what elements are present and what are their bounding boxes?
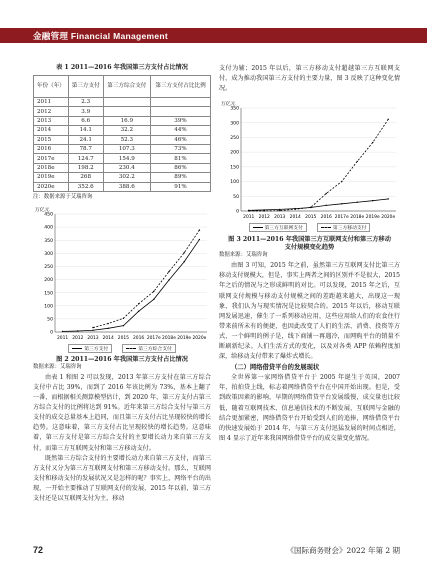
data-point — [184, 261, 185, 262]
x-tick-label: 2012 — [258, 215, 270, 221]
figure2-svg — [33, 204, 211, 344]
table-row — [34, 107, 211, 116]
y-tick-label: 250 — [44, 264, 53, 270]
table-cell — [151, 98, 211, 107]
legend-swatch — [126, 348, 136, 349]
y-tick-label: 200 — [44, 278, 53, 284]
table-cell: 198.2 — [68, 163, 103, 172]
data-point — [153, 299, 154, 300]
figure3-source: 数据来源：艾瑞咨询 — [219, 252, 268, 259]
legend-item — [317, 223, 371, 232]
data-point — [153, 291, 154, 292]
table-row — [34, 116, 211, 125]
page-number: 72 — [33, 545, 44, 555]
figure2 — [33, 204, 211, 353]
data-point — [123, 317, 124, 318]
x-tick-label: 2020e — [381, 215, 396, 221]
legend-label: 第三方互联网支付 — [264, 226, 303, 232]
y-tick-label: 150 — [44, 291, 53, 297]
legend-swatch — [72, 348, 82, 349]
x-tick-label: 2019e — [177, 335, 192, 341]
table-cell: 2018e — [34, 163, 69, 172]
data-point — [357, 161, 358, 162]
data-point — [279, 209, 280, 210]
table-row — [34, 182, 211, 191]
y-tick-label: 350 — [230, 106, 239, 112]
legend-label: 第三方综合支付 — [138, 346, 172, 352]
table-cell: 2.3 — [68, 98, 103, 107]
legend-item — [249, 223, 307, 232]
table-cell: 2012 — [34, 107, 69, 116]
x-tick-label: 2014 — [289, 215, 301, 221]
x-tick-label: 2015 — [305, 215, 317, 221]
y-tick-label: 350 — [44, 238, 53, 244]
section-subheading: （二）网络借贷平台的发展现状 — [231, 364, 320, 372]
data-point — [326, 205, 327, 206]
table1-caption: 表 1 2011—2016 年我国第三方支付占比情况 — [56, 64, 188, 71]
data-point — [326, 193, 327, 194]
x-tick-label: 2017e — [334, 215, 349, 221]
table-row — [34, 126, 211, 135]
data-point — [264, 211, 265, 212]
table-cell: 2011 — [34, 98, 69, 107]
table-cell — [103, 98, 150, 107]
series-line — [249, 120, 389, 212]
table-cell: 2020e — [34, 182, 69, 191]
table-cell: 124.7 — [68, 154, 103, 163]
data-point — [77, 330, 78, 331]
y-axis-label: 万亿元 — [221, 102, 236, 108]
y-tick-label: 300 — [230, 121, 239, 127]
table-cell: 16.9 — [103, 116, 150, 125]
table-row — [34, 135, 211, 144]
table-cell: 268 — [68, 173, 103, 182]
legend-item — [122, 344, 176, 353]
data-point — [92, 327, 93, 328]
x-tick-label: 2020e — [192, 335, 207, 341]
table-cell: 154.9 — [103, 154, 150, 163]
x-tick-label: 2012 — [72, 335, 84, 341]
table-row — [34, 144, 211, 153]
table-cell: 2016 — [34, 144, 69, 153]
journal-name: 《国际商务财会》2022 年第 2 期 — [286, 545, 400, 555]
data-point — [372, 142, 373, 143]
y-tick-label: 200 — [230, 151, 239, 157]
y-tick-label: 50 — [47, 317, 53, 323]
table-cell: 78.7 — [68, 144, 103, 153]
table-cell: 32.2 — [103, 126, 150, 135]
data-point — [108, 328, 109, 329]
table-header-cell: 第三方支付 — [68, 76, 103, 98]
legend-swatch — [253, 227, 263, 228]
figure2-legend — [33, 344, 211, 353]
legend-item — [68, 344, 112, 353]
data-point — [310, 207, 311, 208]
x-tick-label: 2011 — [243, 215, 255, 221]
data-point — [168, 279, 169, 280]
table-cell: 302.2 — [103, 173, 150, 182]
data-point — [199, 229, 200, 230]
table-cell: 352.6 — [68, 182, 103, 191]
table-cell: 3.9 — [68, 107, 103, 116]
table-cell: 107.3 — [103, 144, 150, 153]
table-cell: 52.3 — [103, 135, 150, 144]
table-cell: 388.6 — [103, 182, 150, 191]
left-column — [33, 64, 211, 504]
y-tick-label: 100 — [230, 180, 239, 186]
series-line — [249, 199, 389, 210]
table-cell: 6.6 — [68, 116, 103, 125]
right-column — [219, 64, 400, 444]
figure3-caption-line: 支付规模变化趋势 — [284, 244, 335, 252]
data-point — [123, 325, 124, 326]
table-cell: 73% — [151, 144, 211, 153]
table-cell: 2013 — [34, 116, 69, 125]
series-line — [93, 230, 199, 327]
y-tick-label: 250 — [230, 136, 239, 142]
x-tick-label: 2018e — [162, 335, 176, 341]
body-paragraph: 由表 1 和图 2 可以发现，2013 年第三方支付在第三方综合支付中占比 39%，而到了 2016 年该比例为 73%，基本上翻了一番，而根据相关测算模型估计，到 2020 年，第三方支付占第三方综合支付的比例将达到 91%。近年来第三方综合支付与第三方支付的成交总量基本上趋同，而且第三方支付占比呈现较快的增长趋势。这意味着，第三方支付占比呈现较快的增长趋势。这意味着，第三方支付是第三方综合支付的主要增长动力来自第三方支付，而第三方互联网支付和第三方移动支付。 — [33, 373, 211, 452]
x-tick-label: 2011 — [57, 335, 69, 341]
y-tick-label: 150 — [230, 165, 239, 171]
x-tick-label: 2016 — [133, 335, 145, 341]
section-header: 金融管理 Financial Management — [0, 28, 427, 43]
table-cell: 2014 — [34, 126, 69, 135]
table-cell: 44% — [151, 126, 211, 135]
x-tick-label: 2016 — [320, 215, 332, 221]
body-paragraph: 既然第三方综合支付的主要增长动力来自第三方支付，而第三方支付又分为第三方互联网支付和第三方移动支付。那么，互联网支付和移动支付的发展状况又是怎样的呢？事实上，网络平台的出现，一开始主要推动了互联网支付的发展，2015 年以前，第三方支付还是以互联网支付为主，移动 — [33, 454, 211, 503]
x-tick-label: 2018e — [350, 215, 365, 221]
table-cell: 2019e — [34, 173, 69, 182]
table-cell: 230.4 — [103, 163, 150, 172]
table-header-cell: 第三方综合支付 — [103, 76, 150, 98]
data-point — [357, 202, 358, 203]
figure3-legend — [219, 223, 400, 232]
table1 — [33, 75, 211, 192]
body-paragraph: 全世界第一家网络借贷平台于 2005 年诞生于英国，2007 年，拍拍贷上线，标志着网络借贷平台在中国开始出现。但是，受到政策因素的影响，早期的网络借贷平台发展缓慢，成交量也比较低，随着互联网技术、信息通信技术的不断发展，互联网与金融的结合更加紧密，网络借贷平台开始受到人们的追捧，网络借贷平台的快速发展始于 2014 年，与第三方支付迅猛发展的时间点相近，图 4 显示了近年来我国网络借贷平台的成交量变化情况。 — [219, 374, 400, 442]
table-cell: 91% — [151, 182, 211, 191]
table-cell: 24.1 — [68, 135, 103, 144]
legend-swatch — [321, 227, 331, 228]
data-point — [168, 271, 169, 272]
body-paragraph: 支付为辅；2015 年以后，第三方移动支付超越第三方互联网支付，成为推动我国第三方支付的主要力量，图 3 反映了这种变化情况。 — [219, 65, 400, 93]
x-tick-label: 2013 — [87, 335, 99, 341]
table-cell: 2017e — [34, 154, 69, 163]
table-header-cell: 年份（年） — [34, 76, 69, 98]
table-cell: 14.1 — [68, 126, 103, 135]
table-cell: 2015 — [34, 135, 69, 144]
table-cell: 86% — [151, 163, 211, 172]
y-tick-label: 300 — [44, 251, 53, 257]
table1-note: 注：数据来源于艾瑞咨询 — [33, 193, 93, 200]
figure3-caption-line: 图 3 2011—2016 年我国第三方互联网支付和第三方移动 — [228, 236, 391, 244]
table-cell — [103, 107, 150, 116]
x-tick-label: 2015 — [117, 335, 129, 341]
data-point — [372, 200, 373, 201]
legend-label: 第三方移动支付 — [332, 226, 367, 232]
table-row — [34, 163, 211, 172]
x-tick-label: 2019e — [365, 215, 380, 221]
data-point — [341, 203, 342, 204]
table-row — [34, 98, 211, 107]
x-tick-label: 2013 — [274, 215, 286, 221]
data-point — [295, 209, 296, 210]
data-point — [199, 239, 200, 240]
data-point — [279, 210, 280, 211]
x-tick-label: 2014 — [102, 335, 114, 341]
figure3 — [219, 98, 400, 232]
data-point — [248, 211, 249, 212]
table-cell — [151, 107, 211, 116]
table-cell: 46% — [151, 135, 211, 144]
table-header-row — [34, 76, 211, 98]
y-tick-label: 0 — [50, 330, 53, 336]
y-tick-label: 50 — [233, 195, 239, 201]
data-point — [108, 323, 109, 324]
data-point — [138, 303, 139, 304]
data-point — [62, 331, 63, 332]
data-point — [388, 199, 389, 200]
figure2-source: 数据来源：艾瑞咨询 — [33, 363, 82, 370]
x-tick-label: 2017e — [146, 335, 161, 341]
y-tick-label: 100 — [44, 304, 53, 310]
y-tick-label: 450 — [44, 212, 53, 218]
body-paragraph: 由图 3 可知，2015 年之前，虽然第三方互联网支付比第三方移动支付规模大，但是，事实上两者之间的区别并不是很大，2015 年之后的情况与之形成鲜明的对比。可以发现，2015 年之后，互联网支付规模与移动支付规模之间的差距越来越大，出现这一现象，我们认为与现实情况是比较契合的。2015 年以后，移动互联网发展迅速，催生了一系列移动应用，这些应用给人们的农食住行带来前所未有的便捷，也因此改变了人们的生活、消费、投资等方式，一个鲜明的例子是，线下商铺一再遇冷，而网购平台的销量不断刷新纪录。人们生活方式的变化，以及对各类 APP 依赖程度加深，给移动支付带来了爆炸式增长。 — [219, 262, 400, 361]
y-tick-label: 400 — [44, 225, 53, 231]
data-point — [388, 119, 389, 120]
table-row — [34, 154, 211, 163]
data-point — [92, 329, 93, 330]
y-axis-label: 万亿元 — [35, 207, 50, 213]
figure3-svg — [219, 98, 400, 223]
table-header-cell: 第三方支付占比比例 — [151, 76, 211, 98]
figure2-caption: 图 2 2011—2016 年我国第三方支付占比情况 — [56, 355, 188, 363]
table-row — [34, 173, 211, 182]
legend-label: 第三方支付 — [84, 346, 109, 352]
table-cell: 89% — [151, 173, 211, 182]
data-point — [184, 252, 185, 253]
page-footer — [33, 543, 400, 557]
y-tick-label: 0 — [236, 209, 239, 215]
data-point — [341, 181, 342, 182]
table-cell: 81% — [151, 154, 211, 163]
data-point — [138, 311, 139, 312]
figure3-caption — [219, 236, 400, 252]
table-cell: 39% — [151, 116, 211, 125]
